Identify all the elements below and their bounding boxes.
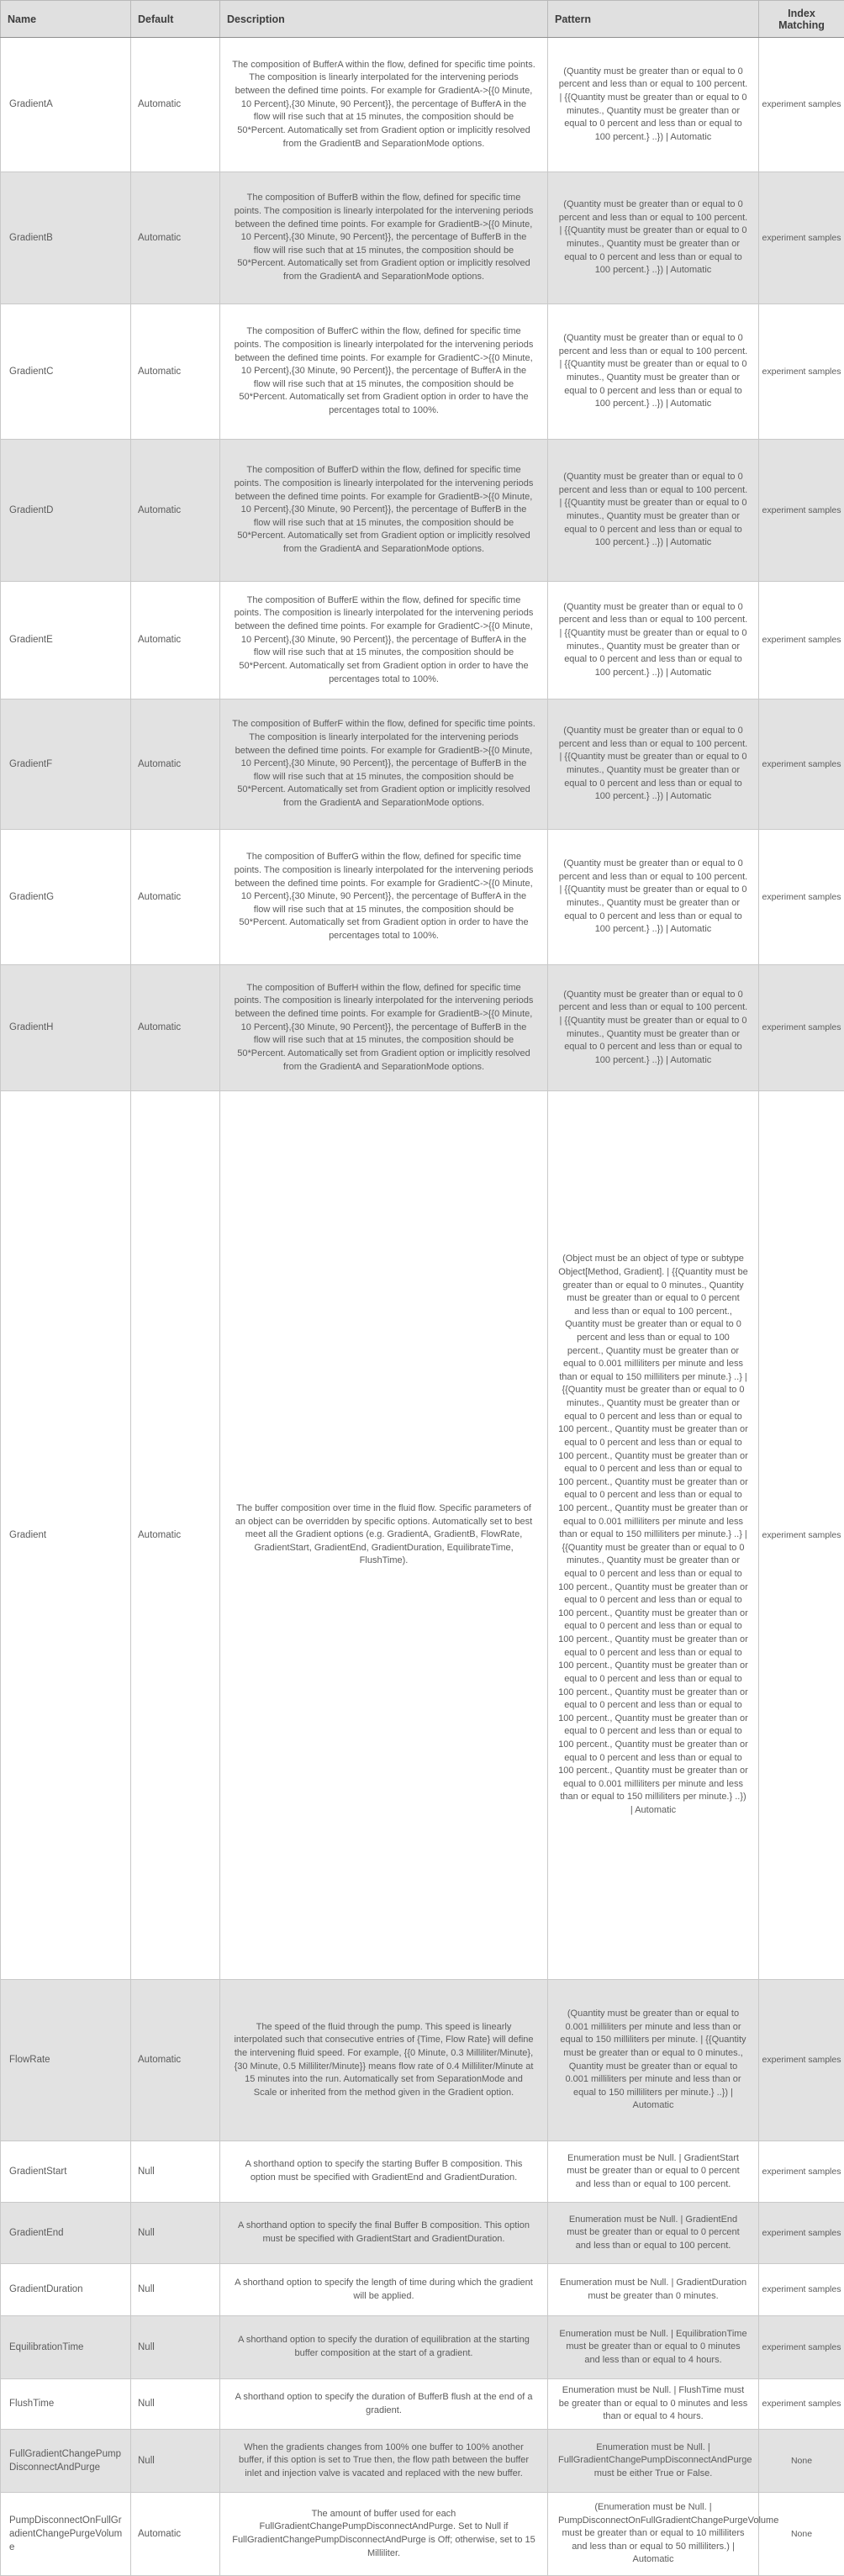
cell-pattern: (Quantity must be greater than or equal to 0 percent and less than or equal to 100 percent. | {{Quantity must be greater than or equal to 0 minutes., Quantity must be greater than or equal to 0 percent and less than or equal to 100 percent.} ..}) | Automatic	[548, 582, 759, 699]
cell-name: GradientStart	[1, 2141, 131, 2203]
table-row	[1, 1980, 844, 2141]
table-row	[1, 2493, 844, 2576]
cell-pattern: (Enumeration must be Null. | PumpDisconnectOnFullGradientChangePurgeVolume must be greater than or equal to 10 milliliters and less than or equal to 50 milliliters.) | Automatic	[548, 2493, 759, 2576]
column-header-default: Default	[131, 1, 220, 38]
cell-pattern: (Quantity must be greater than or equal to 0 percent and less than or equal to 100 percent. | {{Quantity must be greater than or equal to 0 minutes., Quantity must be greater than or equal to 0 percent and less than or equal to 100 percent.} ..}) | Automatic	[548, 699, 759, 830]
cell-default: Automatic	[131, 699, 220, 830]
cell-pattern: (Quantity must be greater than or equal to 0 percent and less than or equal to 100 percent. | {{Quantity must be greater than or equal to 0 minutes., Quantity must be greater than or equal to 0 percent and less than or equal to 100 percent.} ..}) | Automatic	[548, 965, 759, 1091]
cell-description: The composition of BufferE within the flow, defined for specific time points. The composition is linearly interpolated for the intervening periods between the defined time points. For example for GradientC->{{0 Minute, 10 Percent},{30 Minute, 90 Percent}}, the percentage of BufferA in the flow will rise such that at 15 minutes, the composition should be 50*Percent. Automatically set from Gradient option in order to have the percentages total to 100%.	[220, 582, 548, 699]
cell-pattern: (Quantity must be greater than or equal to 0 percent and less than or equal to 100 percent. | {{Quantity must be greater than or equal to 0 minutes., Quantity must be greater than or equal to 0 percent and less than or equal to 100 percent.} ..}) | Automatic	[548, 440, 759, 582]
cell-name: EquilibrationTime	[1, 2316, 131, 2379]
cell-default: Automatic	[131, 304, 220, 440]
cell-default: Automatic	[131, 2493, 220, 2576]
table-row	[1, 440, 844, 582]
cell-pattern: Enumeration must be Null. | FullGradientChangePumpDisconnectAndPurge must be either True or False.	[548, 2430, 759, 2493]
cell-name: Gradient	[1, 1091, 131, 1980]
cell-index-matching: None	[759, 2430, 844, 2493]
table-row	[1, 304, 844, 440]
cell-name: FlowRate	[1, 1980, 131, 2141]
table-row	[1, 2316, 844, 2379]
table-row	[1, 2264, 844, 2316]
cell-pattern: (Quantity must be greater than or equal to 0 percent and less than or equal to 100 percent. | {{Quantity must be greater than or equal to 0 minutes., Quantity must be greater than or equal to 0 percent and less than or equal to 100 percent.} ..}) | Automatic	[548, 304, 759, 440]
cell-description: The composition of BufferC within the flow, defined for specific time points. The composition is linearly interpolated for the intervening periods between the defined time points. For example for GradientC->{{0 Minute, 10 Percent},{30 Minute, 90 Percent}}, the percentage of BufferA in the flow will rise such that at 15 minutes, the composition should be 50*Percent. Automatically set from Gradient option in order to have the percentages total to 100%.	[220, 304, 548, 440]
cell-default: Automatic	[131, 1980, 220, 2141]
cell-name: GradientA	[1, 38, 131, 172]
cell-pattern: Enumeration must be Null. | GradientEnd must be greater than or equal to 0 percent and less than or equal to 100 percent.	[548, 2203, 759, 2264]
cell-index-matching: experiment samples	[759, 699, 844, 830]
cell-name: PumpDisconnectOnFullGradientChangePurgeVolume	[1, 2493, 131, 2576]
cell-pattern: (Quantity must be greater than or equal to 0.001 milliliters per minute and less than or equal to 150 milliliters per minute. | {{Quantity must be greater than or equal to 0 minutes., Quantity must be greater than or equal to 0.001 milliliters per minute and less than or equal to 150 milliliters per minute.} ..}) | Automatic	[548, 1980, 759, 2141]
cell-default: Automatic	[131, 172, 220, 304]
table-row	[1, 830, 844, 965]
table-header	[1, 1, 844, 38]
cell-index-matching: experiment samples	[759, 1091, 844, 1980]
table-row	[1, 699, 844, 830]
cell-index-matching: experiment samples	[759, 1980, 844, 2141]
header-row	[1, 1, 844, 38]
cell-default: Automatic	[131, 38, 220, 172]
column-header-name: Name	[1, 1, 131, 38]
table-row	[1, 172, 844, 304]
cell-default: Automatic	[131, 1091, 220, 1980]
table-body	[1, 38, 844, 2576]
cell-description: The composition of BufferH within the flow, defined for specific time points. The composition is linearly interpolated for the intervening periods between the defined time points. For example for GradientB->{{0 Minute, 10 Percent},{30 Minute, 90 Percent}}, the percentage of BufferB in the flow will rise such that at 15 minutes, the composition should be 50*Percent. Automatically set from Gradient option or implicitly resolved from the GradientA and SeparationMode options.	[220, 965, 548, 1091]
table-row	[1, 38, 844, 172]
column-header-description: Description	[220, 1, 548, 38]
table-row	[1, 965, 844, 1091]
column-header-pattern: Pattern	[548, 1, 759, 38]
table-row	[1, 2141, 844, 2203]
cell-pattern: (Quantity must be greater than or equal to 0 percent and less than or equal to 100 percent. | {{Quantity must be greater than or equal to 0 minutes., Quantity must be greater than or equal to 0 percent and less than or equal to 100 percent.} ..}) | Automatic	[548, 38, 759, 172]
cell-default: Automatic	[131, 965, 220, 1091]
cell-default: Null	[131, 2316, 220, 2379]
cell-description: A shorthand option to specify the length of time during which the gradient will be applied.	[220, 2264, 548, 2316]
cell-default: Null	[131, 2264, 220, 2316]
cell-index-matching: experiment samples	[759, 830, 844, 965]
cell-default: Null	[131, 2430, 220, 2493]
cell-name: GradientG	[1, 830, 131, 965]
cell-index-matching: experiment samples	[759, 582, 844, 699]
cell-description: The composition of BufferB within the flow, defined for specific time points. The composition is linearly interpolated for the intervening periods between the defined time points. For example for GradientB->{{0 Minute, 10 Percent},{30 Minute, 90 Percent}}, the percentage of BufferB in the flow will rise such that at 15 minutes, the composition should be 50*Percent. Automatically set from Gradient option or implicitly resolved from the GradientA and SeparationMode options.	[220, 172, 548, 304]
table-row	[1, 2203, 844, 2264]
cell-pattern: Enumeration must be Null. | EquilibrationTime must be greater than or equal to 0 minutes and less than or equal to 4 hours.	[548, 2316, 759, 2379]
cell-description: The composition of BufferF within the flow, defined for specific time points. The composition is linearly interpolated for the intervening periods between the defined time points. For example for GradientB->{{0 Minute, 10 Percent},{30 Minute, 90 Percent}}, the percentage of BufferB in the flow will rise such that at 15 minutes, the composition should be 50*Percent. Automatically set from Gradient option or implicitly resolved from the GradientA and SeparationMode options.	[220, 699, 548, 830]
cell-default: Automatic	[131, 582, 220, 699]
cell-name: GradientEnd	[1, 2203, 131, 2264]
cell-description: A shorthand option to specify the duration of equilibration at the starting buffer composition at the start of a gradient.	[220, 2316, 548, 2379]
cell-index-matching: experiment samples	[759, 2141, 844, 2203]
cell-index-matching: None	[759, 2493, 844, 2576]
cell-description: The buffer composition over time in the fluid flow. Specific parameters of an object can be overridden by specific options. Automatically set to best meet all the Gradient options (e.g. GradientA, GradientB, FlowRate, GradientStart, GradientEnd, GradientDuration, EquilibrateTime, FlushTime).	[220, 1091, 548, 1980]
cell-name: GradientC	[1, 304, 131, 440]
cell-pattern: (Quantity must be greater than or equal to 0 percent and less than or equal to 100 percent. | {{Quantity must be greater than or equal to 0 minutes., Quantity must be greater than or equal to 0 percent and less than or equal to 100 percent.} ..}) | Automatic	[548, 172, 759, 304]
cell-name: GradientB	[1, 172, 131, 304]
cell-name: GradientF	[1, 699, 131, 830]
cell-name: FlushTime	[1, 2379, 131, 2430]
cell-name: GradientH	[1, 965, 131, 1091]
cell-pattern: Enumeration must be Null. | GradientDuration must be greater than 0 minutes.	[548, 2264, 759, 2316]
cell-name: GradientE	[1, 582, 131, 699]
cell-name: GradientDuration	[1, 2264, 131, 2316]
cell-description: A shorthand option to specify the final Buffer B composition. This option must be specified with GradientStart and GradientDuration.	[220, 2203, 548, 2264]
cell-description: The amount of buffer used for each FullGradientChangePumpDisconnectAndPurge. Set to Null if FullGradientChangePumpDisconnectAndPurge is Off; otherwise, set to 15 Milliliter.	[220, 2493, 548, 2576]
cell-index-matching: experiment samples	[759, 440, 844, 582]
cell-description: A shorthand option to specify the duration of BufferB flush at the end of a gradient.	[220, 2379, 548, 2430]
cell-pattern: Enumeration must be Null. | FlushTime must be greater than or equal to 0 minutes and less than or equal to 4 hours.	[548, 2379, 759, 2430]
cell-description: When the gradients changes from 100% one buffer to 100% another buffer, if this option is set to True then, the flow path between the buffer inlet and injection valve is vacated and replaced with the new buffer.	[220, 2430, 548, 2493]
cell-description: The composition of BufferA within the flow, defined for specific time points. The composition is linearly interpolated for the intervening periods between the defined time points. For example for GradientA->{{0 Minute, 10 Percent},{30 Minute, 90 Percent}}, the percentage of BufferA in the flow will rise such that at 15 minutes, the composition should be 50*Percent. Automatically set from Gradient option or implicitly resolved from the GradientB and SeparationMode options.	[220, 38, 548, 172]
cell-description: The speed of the fluid through the pump. This speed is linearly interpolated such that consecutive entries of {Time, Flow Rate} will define the intervening fluid speed. For example, {{0 Minute, 0.3 Milliliter/Minute},{30 Minute, 0.5 Milliliter/Minute}} means flow rate of 0.4 Milliliter/Minute at 15 minutes into the run. Automatically set from SeparationMode and Scale or inherited from the method given in the Gradient option.	[220, 1980, 548, 2141]
table-row	[1, 2379, 844, 2430]
cell-description: The composition of BufferD within the flow, defined for specific time points. The composition is linearly interpolated for the intervening periods between the defined time points. For example for GradientB->{{0 Minute, 10 Percent},{30 Minute, 90 Percent}}, the percentage of BufferB in the flow will rise such that at 15 minutes, the composition should be 50*Percent. Automatically set from Gradient option or implicitly resolved from the GradientA and SeparationMode options.	[220, 440, 548, 582]
table-row	[1, 582, 844, 699]
table-row	[1, 1091, 844, 1980]
cell-pattern: Enumeration must be Null. | GradientStart must be greater than or equal to 0 percent and less than or equal to 100 percent.	[548, 2141, 759, 2203]
cell-description: A shorthand option to specify the starting Buffer B composition. This option must be specified with GradientEnd and GradientDuration.	[220, 2141, 548, 2203]
cell-index-matching: experiment samples	[759, 2316, 844, 2379]
cell-default: Automatic	[131, 440, 220, 582]
cell-index-matching: experiment samples	[759, 38, 844, 172]
column-header-index_matching: Index Matching	[759, 1, 844, 38]
cell-index-matching: experiment samples	[759, 965, 844, 1091]
cell-pattern: (Object must be an object of type or subtype Object[Method, Gradient]. | {{Quantity must be greater than or equal to 0 minutes., Quantity must be greater than or equal to 0 percent and less than or equal to 100 percent., Quantity must be greater than or equal to 0 percent and less than or equal to 100 percent., Quantity must be greater than or equal to 0.001 milliliters per minute and less than or equal to 150 milliliters per minute.} ..} | {{Quantity must be greater than or equal to 0 minutes., Quantity must be greater than or equal to 0 percent and less than or equal to 100 percent., Quantity must be greater than or equal to 0 percent and less than or equal to 100 percent., Quantity must be greater than or equal to 0 percent and less than or equal to 100 percent., Quantity must be greater than or equal to 0 percent and less than or equal to 100 percent., Quantity must be greater than or equal to 0.001 milliliters per minute and less than or equal to 150 milliliters per minute.} ..} | {{Quantity must be greater than or equal to 0 minutes., Quantity must be greater than or equal to 0 percent and less than or equal to 100 percent., Quantity must be greater than or equal to 0 percent and less than or equal to 100 percent., Quantity must be greater than or equal to 0 percent and less than or equal to 100 percent., Quantity must be greater than or equal to 0 percent and less than or equal to 100 percent., Quantity must be greater than or equal to 0 percent and less than or equal to 100 percent., Quantity must be greater than or equal to 0 percent and less than or equal to 100 percent., Quantity must be greater than or equal to 0 percent and less than or equal to 100 percent., Quantity must be greater than or equal to 0 percent and less than or equal to 100 percent., Quantity must be greater than or equal to 0.001 milliliters per minute and less than or equal to 150 milliliters per minute.} ..}) | Automatic	[548, 1091, 759, 1980]
cell-pattern: (Quantity must be greater than or equal to 0 percent and less than or equal to 100 percent. | {{Quantity must be greater than or equal to 0 minutes., Quantity must be greater than or equal to 0 percent and less than or equal to 100 percent.} ..}) | Automatic	[548, 830, 759, 965]
cell-default: Null	[131, 2203, 220, 2264]
cell-index-matching: experiment samples	[759, 2264, 844, 2316]
cell-default: Null	[131, 2141, 220, 2203]
cell-index-matching: experiment samples	[759, 172, 844, 304]
cell-index-matching: experiment samples	[759, 304, 844, 440]
cell-name: FullGradientChangePumpDisconnectAndPurge	[1, 2430, 131, 2493]
cell-description: The composition of BufferG within the flow, defined for specific time points. The composition is linearly interpolated for the intervening periods between the defined time points. For example for GradientC->{{0 Minute, 10 Percent},{30 Minute, 90 Percent}}, the percentage of BufferA in the flow will rise such that at 15 minutes, the composition should be 50*Percent. Automatically set from Gradient option in order to have the percentages total to 100%.	[220, 830, 548, 965]
cell-index-matching: experiment samples	[759, 2379, 844, 2430]
table-row	[1, 2430, 844, 2493]
cell-index-matching: experiment samples	[759, 2203, 844, 2264]
cell-default: Automatic	[131, 830, 220, 965]
cell-default: Null	[131, 2379, 220, 2430]
cell-name: GradientD	[1, 440, 131, 582]
